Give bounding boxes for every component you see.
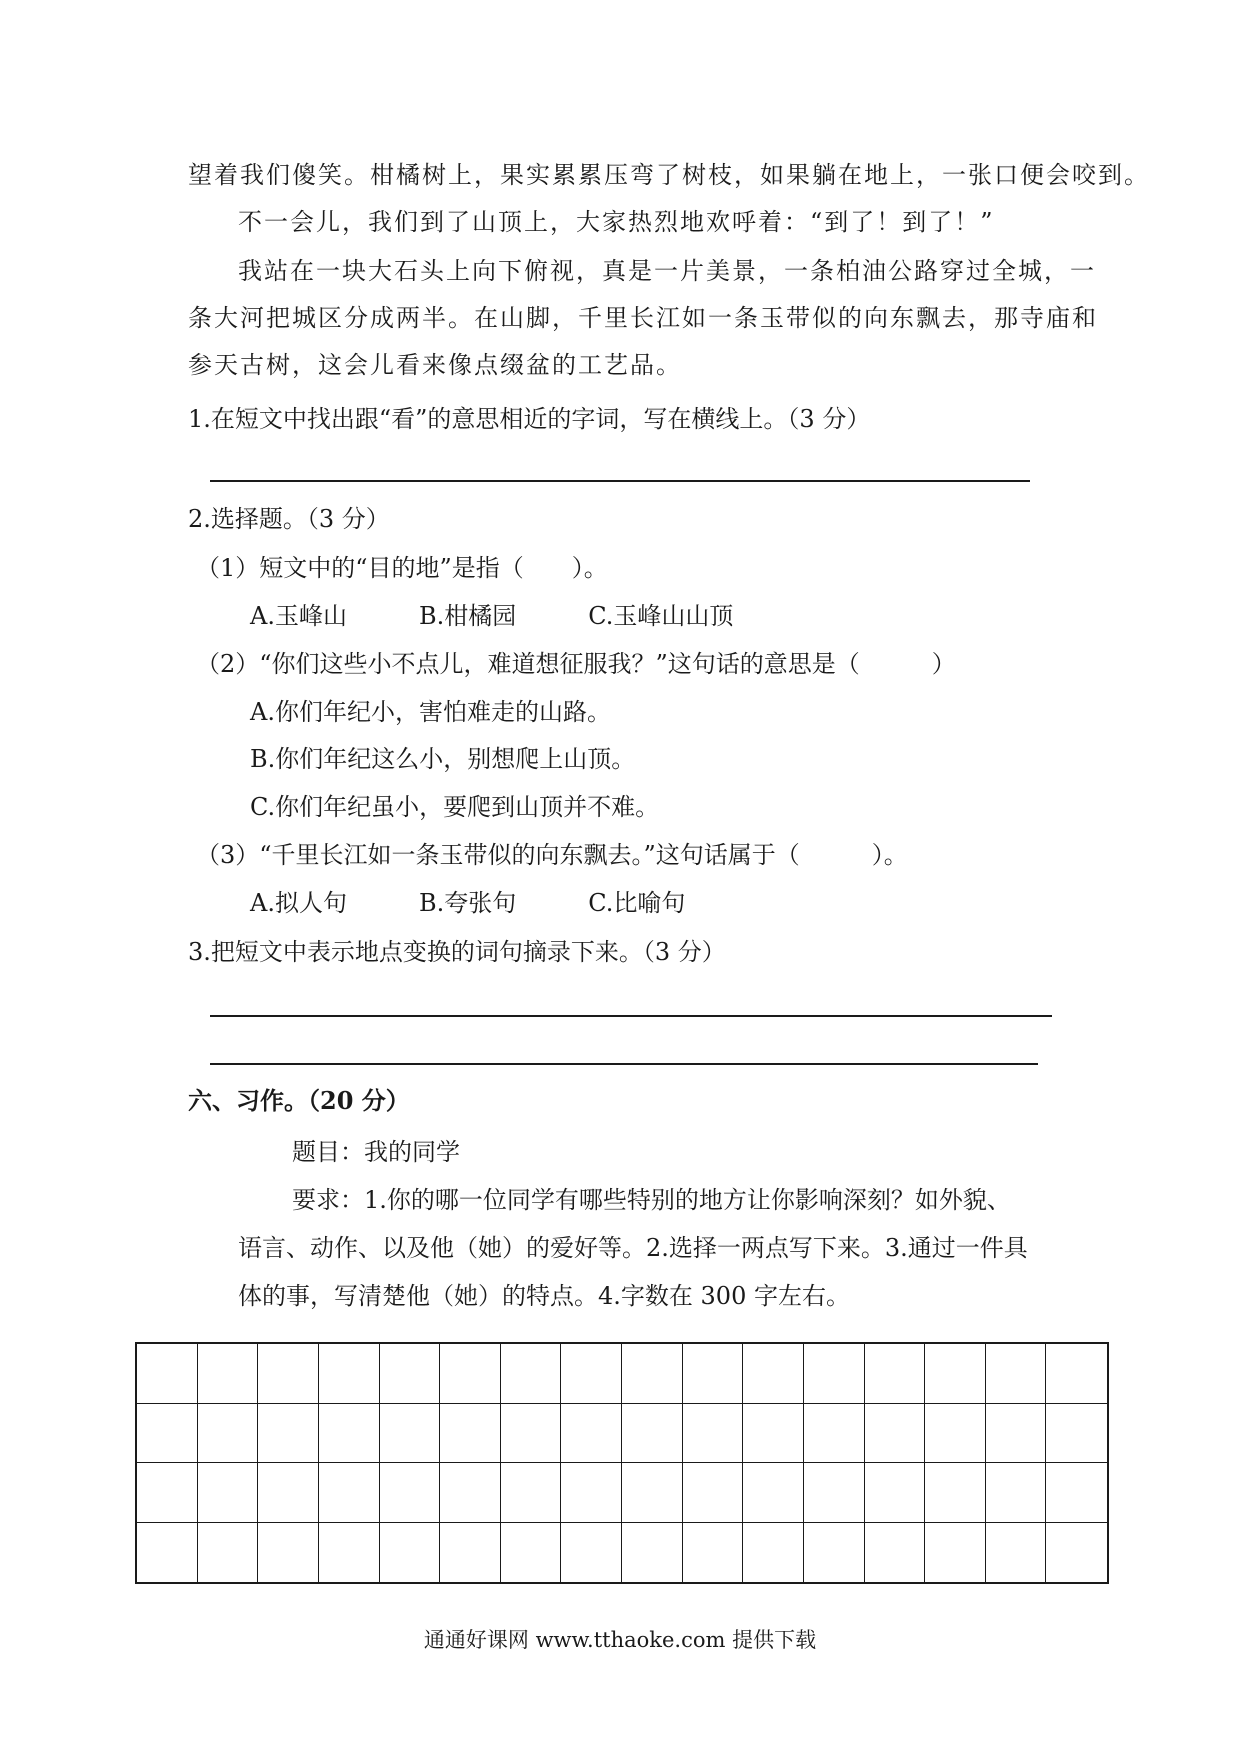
- grid-cell[interactable]: [198, 1463, 259, 1523]
- grid-cell[interactable]: [622, 1344, 683, 1404]
- grid-cell[interactable]: [319, 1404, 380, 1464]
- grid-cell[interactable]: [1046, 1344, 1107, 1404]
- grid-cell[interactable]: [319, 1523, 380, 1583]
- grid-cell[interactable]: [319, 1463, 380, 1523]
- grid-cell[interactable]: [804, 1463, 865, 1523]
- composition-title: 题目：我的同学: [292, 1138, 460, 1166]
- grid-cell[interactable]: [380, 1463, 441, 1523]
- passage-line-1: 望着我们傻笑。柑橘树上，果实累累压弯了树枝，如果躺在地上，一张口便会咬到。: [188, 161, 1150, 189]
- grid-cell[interactable]: [986, 1344, 1047, 1404]
- grid-cell[interactable]: [925, 1463, 986, 1523]
- grid-cell[interactable]: [440, 1344, 501, 1404]
- grid-cell[interactable]: [925, 1523, 986, 1583]
- grid-cell[interactable]: [986, 1523, 1047, 1583]
- answer-line-q3-2[interactable]: [210, 1063, 1038, 1065]
- grid-cell[interactable]: [137, 1404, 198, 1464]
- writing-grid[interactable]: [135, 1342, 1109, 1584]
- passage-line-4: 条大河把城区分成两半。在山脚，千里长江如一条玉带似的向东飘去，那寺庙和: [188, 304, 1098, 332]
- grid-cell[interactable]: [743, 1344, 804, 1404]
- grid-cell[interactable]: [561, 1463, 622, 1523]
- grid-cell[interactable]: [804, 1404, 865, 1464]
- grid-cell[interactable]: [622, 1404, 683, 1464]
- grid-cell[interactable]: [258, 1344, 319, 1404]
- question-2-2-stem: （2）“你们这些小不点儿，难道想征服我？”这句话的意思是（ ）: [196, 650, 956, 678]
- question-2-2-option-a: A.你们年纪小，害怕难走的山路。: [250, 698, 611, 726]
- question-2-1-options: A.玉峰山 B.柑橘园 C.玉峰山山顶: [250, 602, 734, 630]
- grid-cell[interactable]: [137, 1463, 198, 1523]
- footer-watermark: 通通好课网 www.tthaoke.com 提供下载: [423, 1628, 817, 1652]
- question-1-prompt: 1.在短文中找出跟“看”的意思相近的字词，写在横线上。（3 分）: [188, 405, 871, 433]
- grid-cell[interactable]: [986, 1404, 1047, 1464]
- passage-line-3: 我站在一块大石头上向下俯视，真是一片美景，一条柏油公路穿过全城，一: [238, 257, 1096, 285]
- grid-cell[interactable]: [865, 1404, 926, 1464]
- grid-cell[interactable]: [561, 1404, 622, 1464]
- grid-cell[interactable]: [258, 1523, 319, 1583]
- grid-cell[interactable]: [440, 1463, 501, 1523]
- composition-requirements-line-2: 语言、动作、以及他（她）的爱好等。2.选择一两点写下来。3.通过一件具: [238, 1234, 1028, 1262]
- question-3-prompt: 3.把短文中表示地点变换的词句摘录下来。（3 分）: [188, 938, 726, 966]
- grid-cell[interactable]: [501, 1404, 562, 1464]
- grid-cell[interactable]: [198, 1523, 259, 1583]
- section-6-heading: 六、习作。（20 分）: [188, 1086, 410, 1115]
- grid-cell[interactable]: [865, 1523, 926, 1583]
- question-2-1-stem: （1）短文中的“目的地”是指（ ）。: [196, 554, 608, 582]
- passage-line-5: 参天古树，这会儿看来像点缀盆的工艺品。: [188, 351, 682, 379]
- grid-cell[interactable]: [501, 1523, 562, 1583]
- grid-cell[interactable]: [380, 1523, 441, 1583]
- grid-cell[interactable]: [501, 1344, 562, 1404]
- grid-cell[interactable]: [683, 1404, 744, 1464]
- grid-cell[interactable]: [561, 1523, 622, 1583]
- composition-requirements-line-1: 要求：1.你的哪一位同学有哪些特别的地方让你影响深刻？如外貌、: [292, 1186, 1011, 1214]
- grid-cell[interactable]: [440, 1404, 501, 1464]
- composition-requirements-line-3: 体的事，写清楚他（她）的特点。4.字数在 300 字左右。: [238, 1282, 850, 1310]
- grid-cell[interactable]: [925, 1344, 986, 1404]
- grid-cell[interactable]: [561, 1344, 622, 1404]
- grid-cell[interactable]: [137, 1523, 198, 1583]
- passage-line-2: 不一会儿，我们到了山顶上，大家热烈地欢呼着：“到了！到了！”: [238, 208, 995, 236]
- grid-cell[interactable]: [743, 1523, 804, 1583]
- grid-cell[interactable]: [1046, 1523, 1107, 1583]
- answer-line-q3-1[interactable]: [210, 1015, 1052, 1017]
- grid-cell[interactable]: [683, 1463, 744, 1523]
- grid-cell[interactable]: [683, 1344, 744, 1404]
- grid-cell[interactable]: [319, 1344, 380, 1404]
- question-2-3-stem: （3）“千里长江如一条玉带似的向东飘去。”这句话属于（ ）。: [196, 841, 908, 869]
- question-2-prompt: 2.选择题。（3 分）: [188, 505, 390, 533]
- grid-cell[interactable]: [380, 1404, 441, 1464]
- grid-cell[interactable]: [137, 1344, 198, 1404]
- grid-cell[interactable]: [804, 1344, 865, 1404]
- grid-cell[interactable]: [865, 1344, 926, 1404]
- grid-cell[interactable]: [258, 1404, 319, 1464]
- question-2-2-option-c: C.你们年纪虽小，要爬到山顶并不难。: [250, 793, 660, 821]
- grid-cell[interactable]: [380, 1344, 441, 1404]
- grid-cell[interactable]: [743, 1404, 804, 1464]
- grid-cell[interactable]: [743, 1463, 804, 1523]
- question-2-2-option-b: B.你们年纪这么小，别想爬上山顶。: [250, 745, 636, 773]
- grid-cell[interactable]: [440, 1523, 501, 1583]
- question-2-3-options: A.拟人句 B.夸张句 C.比喻句: [250, 889, 686, 917]
- grid-cell[interactable]: [804, 1523, 865, 1583]
- grid-cell[interactable]: [501, 1463, 562, 1523]
- grid-cell[interactable]: [198, 1344, 259, 1404]
- answer-line-q1[interactable]: [210, 480, 1030, 482]
- grid-cell[interactable]: [986, 1463, 1047, 1523]
- grid-cell[interactable]: [1046, 1404, 1107, 1464]
- grid-cell[interactable]: [1046, 1463, 1107, 1523]
- grid-cell[interactable]: [622, 1523, 683, 1583]
- grid-cell[interactable]: [622, 1463, 683, 1523]
- grid-cell[interactable]: [683, 1523, 744, 1583]
- grid-cell[interactable]: [258, 1463, 319, 1523]
- grid-cell[interactable]: [925, 1404, 986, 1464]
- grid-cell[interactable]: [865, 1463, 926, 1523]
- grid-cell[interactable]: [198, 1404, 259, 1464]
